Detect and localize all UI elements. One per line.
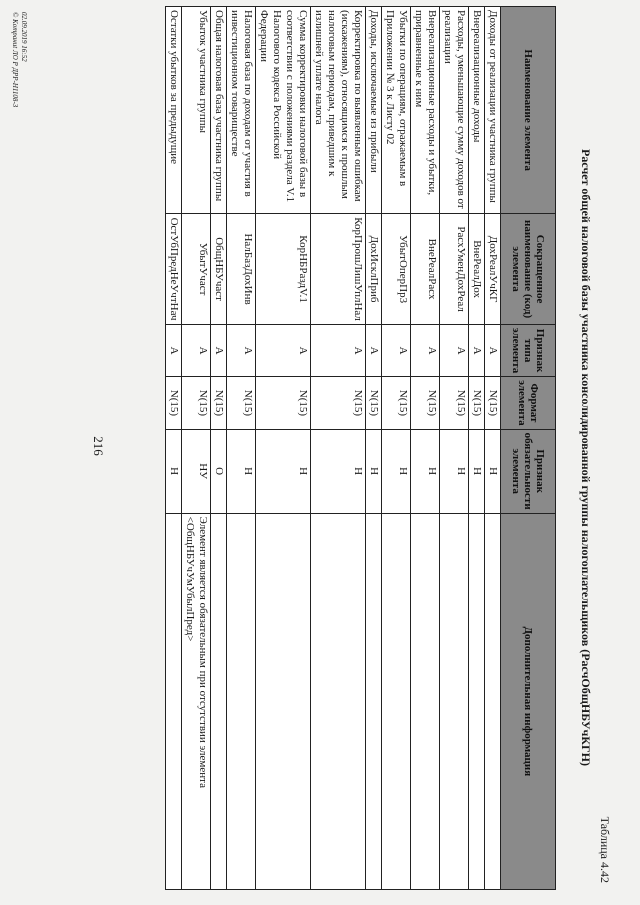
element-info-cell: [485, 513, 501, 889]
element-type-cell: А: [366, 324, 382, 376]
table-row: [311, 7, 366, 890]
element-code-cell: ОбщНБУчаст: [211, 214, 227, 325]
element-format-cell: N(15): [311, 377, 366, 429]
element-info-cell: [211, 513, 227, 889]
element-name-cell: Сумма корректировки налоговой базы в соответствии с положениями раздела V.1 Налогового кодекса Российской Федерации: [256, 7, 311, 214]
element-type-cell: А: [182, 324, 211, 376]
element-type-cell: А: [211, 324, 227, 376]
element-name-cell: Корректировка по выявленным ошибкам (искажениям), относящимся к прошлым налоговым периодам, приведшим к излишней уплате налога: [311, 7, 366, 214]
element-format-cell: N(15): [411, 377, 440, 429]
element-required-cell: Н: [411, 429, 440, 513]
element-type-cell: А: [485, 324, 501, 376]
element-format-cell: N(15): [211, 377, 227, 429]
element-name-cell: Доходы, исключаемые из прибыли: [366, 7, 382, 214]
element-name-cell: Остатки убытков за предыдущие: [166, 7, 182, 214]
element-name-cell: Общая налоговая база участника группы: [211, 7, 227, 214]
table-title: Расчет общей налоговой базы участника консолидированной группы налогоплательщиков (РасчОбщНБУчКГН): [579, 149, 593, 766]
element-code-cell: КорНБРаздV.1: [256, 214, 311, 325]
table-row: [440, 7, 469, 890]
element-format-cell: N(15): [166, 377, 182, 429]
element-code-cell: ВнеРеалДох: [469, 214, 485, 325]
table-row: [411, 7, 440, 890]
column-header: Формат элемента: [501, 377, 556, 429]
element-format-cell: N(15): [469, 377, 485, 429]
table-row: [211, 7, 227, 890]
element-code-cell: УбытОперПр3: [382, 214, 411, 325]
element-format-cell: N(15): [382, 377, 411, 429]
element-required-cell: Н: [382, 429, 411, 513]
element-type-cell: А: [311, 324, 366, 376]
element-info-cell: [311, 513, 366, 889]
element-required-cell: Н: [485, 429, 501, 513]
element-name-cell: Убыток участника группы: [182, 7, 211, 214]
element-required-cell: Н: [440, 429, 469, 513]
element-info-cell: [256, 513, 311, 889]
element-required-cell: Н: [311, 429, 366, 513]
table-label: Таблица 4.42: [598, 816, 612, 883]
spec-table: [165, 6, 556, 890]
column-header: Признак типа элемента: [501, 324, 556, 376]
element-info-cell: [366, 513, 382, 889]
element-code-cell: НалБазДохИнв: [227, 214, 256, 325]
footer-copyright: © Kompaниt ЛО Р ДРР-Н1108-3: [11, 12, 19, 108]
element-required-cell: Н: [256, 429, 311, 513]
element-type-cell: А: [440, 324, 469, 376]
element-type-cell: А: [256, 324, 311, 376]
element-code-cell: ДохИсклПриб: [366, 214, 382, 325]
table-row: [227, 7, 256, 890]
element-name-cell: Расходы, уменьшающие сумму доходов от реализации: [440, 7, 469, 214]
element-required-cell: Н: [366, 429, 382, 513]
element-format-cell: N(15): [256, 377, 311, 429]
element-format-cell: N(15): [182, 377, 211, 429]
element-info-cell: [411, 513, 440, 889]
table-row: [256, 7, 311, 890]
element-code-cell: УбытУчаст: [182, 214, 211, 325]
element-info-cell: [469, 513, 485, 889]
table-row: [382, 7, 411, 890]
element-required-cell: Н: [227, 429, 256, 513]
element-required-cell: О: [211, 429, 227, 513]
element-code-cell: ОстУбПредНеУчтНач: [166, 214, 182, 325]
element-type-cell: А: [382, 324, 411, 376]
element-name-cell: Внереализационные расходы и убытки, приравненные к ним: [411, 7, 440, 214]
footer-timestamp: 02.09.2019 16:52: [20, 12, 28, 62]
page-number: 216: [90, 436, 106, 456]
element-required-cell: НУ: [182, 429, 211, 513]
element-type-cell: А: [469, 324, 485, 376]
element-name-cell: Внереализационные доходы: [469, 7, 485, 214]
table-row: [485, 7, 501, 890]
element-info-cell: [382, 513, 411, 889]
column-header: Наименование элемента: [501, 7, 556, 214]
footer-note: [10, 12, 28, 107]
column-header: Дополнительная информация: [501, 513, 556, 889]
element-format-cell: N(15): [440, 377, 469, 429]
element-type-cell: А: [227, 324, 256, 376]
table-row: [469, 7, 485, 890]
element-type-cell: А: [166, 324, 182, 376]
element-code-cell: РасхУменДохРеал: [440, 214, 469, 325]
element-info-cell: [440, 513, 469, 889]
element-code-cell: ВнеРеалРасх: [411, 214, 440, 325]
element-code-cell: КорПрошЛишУплНал: [311, 214, 366, 325]
element-format-cell: N(15): [485, 377, 501, 429]
column-header: Признак обязательности элемента: [501, 429, 556, 513]
element-required-cell: Н: [166, 429, 182, 513]
table-row: [366, 7, 382, 890]
element-format-cell: N(15): [366, 377, 382, 429]
element-name-cell: Доходы от реализации участника группы: [485, 7, 501, 214]
element-info-cell: [166, 513, 182, 889]
element-required-cell: Н: [469, 429, 485, 513]
element-info-cell: [227, 513, 256, 889]
element-info-cell: Элемент является обязательным при отсутствии элемента <ОбщНБУчУмУбылПред>: [182, 513, 211, 889]
column-header: Сокращенное наименование (код) элемента: [501, 214, 556, 325]
table-header-row: [501, 7, 556, 890]
element-name-cell: Налоговая база по доходам от участия в инвестиционном товариществе: [227, 7, 256, 214]
element-type-cell: А: [411, 324, 440, 376]
element-format-cell: N(15): [227, 377, 256, 429]
element-code-cell: ДохРеалУчКГ: [485, 214, 501, 325]
table-row: [182, 7, 211, 890]
element-name-cell: Убытки по операциям, отражаемым в Приложении № 3 к Листу 02: [382, 7, 411, 214]
table-row: [166, 7, 182, 890]
